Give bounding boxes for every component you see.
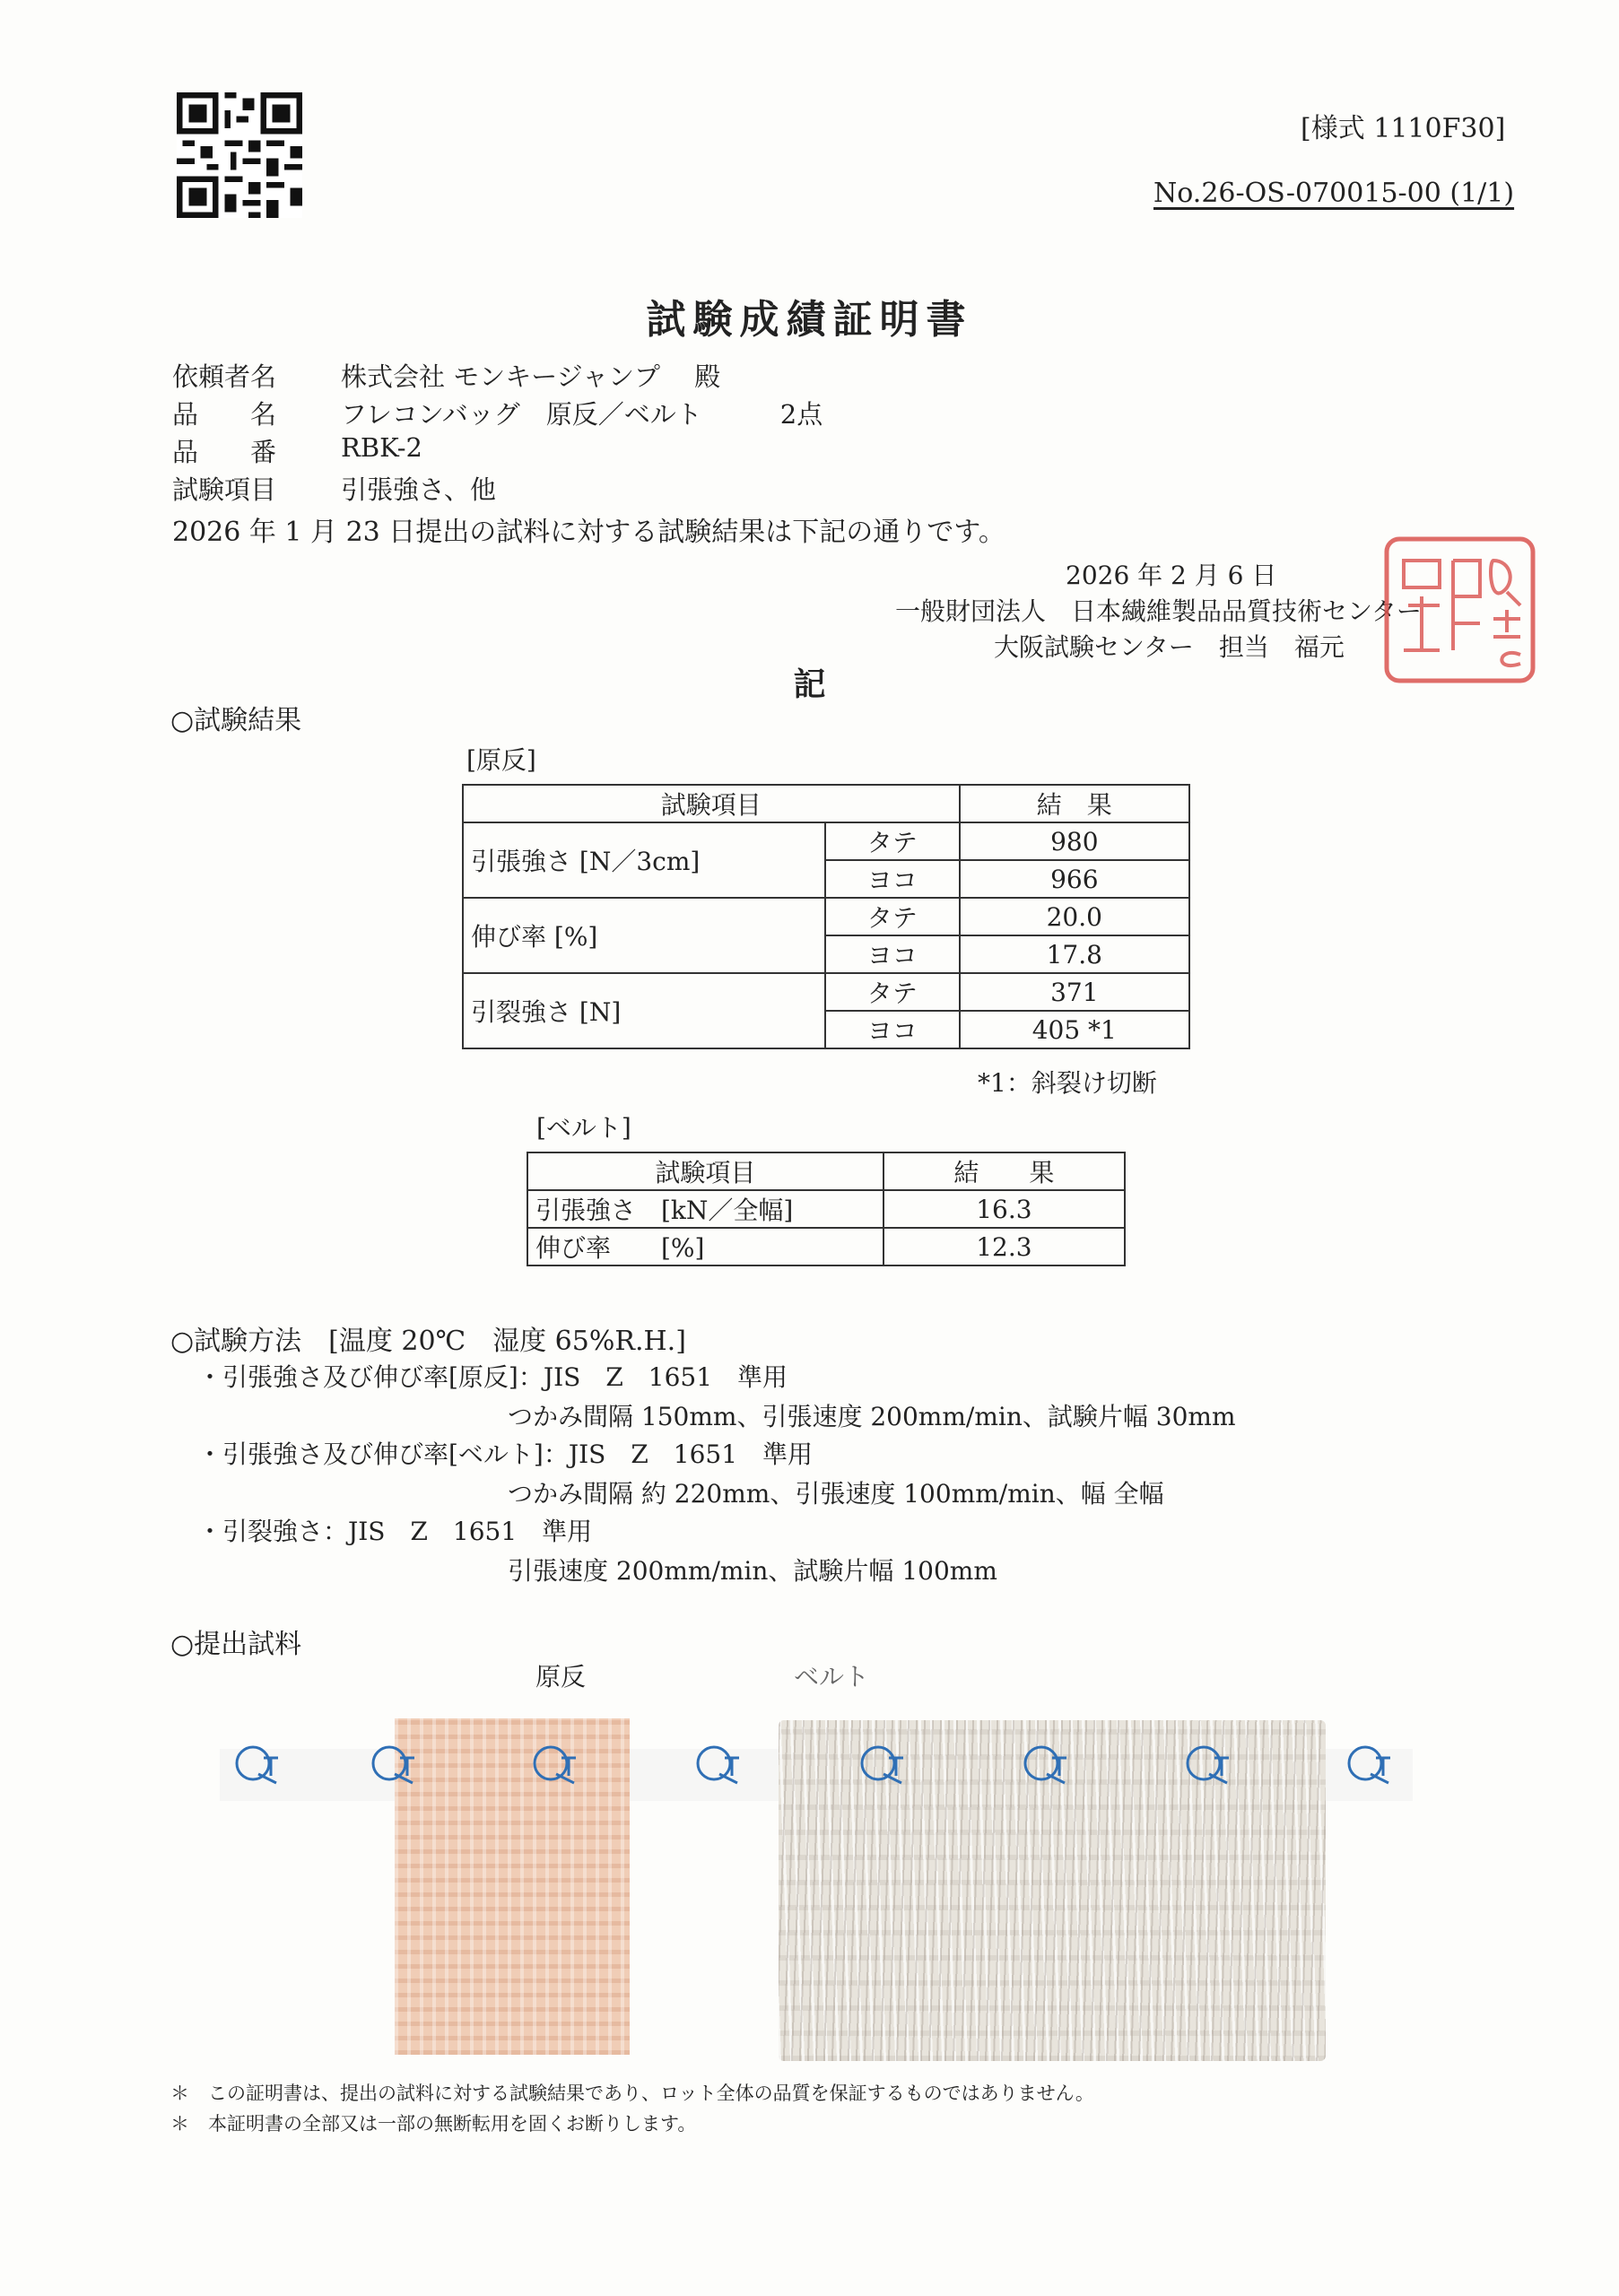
- document-number: No.26-OS-070015-00 (1/1): [1153, 178, 1515, 209]
- direction-cell: ヨコ: [825, 1011, 960, 1048]
- intro-text: 2026 年 1 月 23 日提出の試料に対する試験結果は下記の通りです。: [172, 517, 1005, 548]
- item-code-label: 品 番: [172, 437, 277, 467]
- qte-mark-icon: [231, 1738, 285, 1792]
- qte-mark-icon: [529, 1738, 583, 1792]
- method-line: ・引張強さ及び伸び率[原反]：JIS Z 1651 準用: [197, 1362, 788, 1392]
- row-name-elongation: 伸び率 [%]: [463, 898, 825, 973]
- qte-mark-icon: [1182, 1738, 1236, 1792]
- direction-cell: ヨコ: [825, 935, 960, 973]
- disclaimer-note: ＊ 本証明書の全部又は一部の無断転用を固くお断りします。: [170, 2113, 697, 2135]
- result-cell: 20.0: [960, 898, 1189, 935]
- result-cell: 966: [960, 860, 1189, 898]
- method-line: 引張速度 200mm/min、試験片幅 100mm: [508, 1556, 997, 1586]
- qte-mark-icon: [1020, 1738, 1074, 1792]
- item-name-label: 品 名: [172, 399, 277, 430]
- test-items-value: 引張強さ、他: [341, 474, 496, 505]
- issue-date: 2026 年 2 月 6 日: [1066, 561, 1277, 590]
- page-title: 試験成績証明書: [646, 297, 973, 343]
- direction-cell: タテ: [825, 973, 960, 1011]
- result-cell: 17.8: [960, 935, 1189, 973]
- issuing-branch: 大阪試験センター 担当 福元: [994, 632, 1345, 662]
- genpan-footnote: *1：斜裂け切断: [978, 1068, 1157, 1098]
- qte-mark-icon: [857, 1738, 910, 1792]
- genpan-fabric-sample: [395, 1718, 630, 2055]
- samples-heading: ○提出試料: [170, 1629, 302, 1660]
- method-line: つかみ間隔 150mm、引張速度 200mm/min、試験片幅 30mm: [508, 1402, 1236, 1431]
- header-result: 結 果: [883, 1152, 1125, 1190]
- qte-mark-icon: [368, 1738, 422, 1792]
- belt-results-table: [527, 1152, 1126, 1266]
- disclaimer-note: ＊ この証明書は、提出の試料に対する試験結果であり、ロット全体の品質を保証するものではありません。: [170, 2083, 1094, 2104]
- method-line: つかみ間隔 約 220mm、引張速度 100mm/min、幅 全幅: [508, 1479, 1164, 1509]
- genpan-sample-label: 原反: [535, 1662, 587, 1692]
- table-header-row: [463, 785, 1189, 822]
- table-row: [463, 898, 1189, 935]
- row-name-elongation: 伸び率 [%]: [527, 1228, 883, 1265]
- requester-label: 依頼者名: [172, 361, 277, 392]
- result-cell: 16.3: [883, 1190, 1125, 1228]
- method-heading: ○試験方法 [温度 20℃ 湿度 65%R.H.]: [170, 1326, 686, 1357]
- result-cell: 12.3: [883, 1228, 1125, 1265]
- method-line: ・引張強さ及び伸び率[ベルト]：JIS Z 1651 準用: [197, 1439, 814, 1469]
- issuing-organization: 一般財団法人 日本繊維製品品質技術センター: [895, 596, 1422, 626]
- row-name-tear: 引裂強さ [N]: [463, 973, 825, 1048]
- requester-value: 株式会社 モンキージャンプ 殿: [341, 361, 721, 392]
- result-cell: 980: [960, 822, 1189, 860]
- header-test-item: 試験項目: [463, 785, 960, 822]
- qte-mark-icon: [1344, 1738, 1397, 1792]
- row-name-tensile: 引張強さ [N／3cm]: [463, 822, 825, 898]
- method-line: ・引裂強さ：JIS Z 1651 準用: [197, 1517, 593, 1546]
- header-result: 結 果: [960, 785, 1189, 822]
- result-cell: 371: [960, 973, 1189, 1011]
- table-row: [527, 1228, 1125, 1265]
- genpan-results-table: [462, 784, 1190, 1049]
- qr-code-icon: [177, 92, 302, 218]
- direction-cell: ヨコ: [825, 860, 960, 898]
- row-name-tensile: 引張強さ [kN／全幅]: [527, 1190, 883, 1228]
- qte-mark-icon: [692, 1738, 746, 1792]
- form-code: [様式 1110F30]: [1301, 113, 1506, 144]
- genpan-table-label: [原反]: [466, 745, 536, 775]
- table-row: [527, 1190, 1125, 1228]
- item-code-value: RBK-2: [341, 432, 422, 463]
- table-row: [463, 822, 1189, 860]
- direction-cell: タテ: [825, 898, 960, 935]
- section-ki: 記: [793, 665, 826, 703]
- results-heading: ○試験結果: [170, 705, 302, 736]
- result-cell: 405 *1: [960, 1011, 1189, 1048]
- direction-cell: タテ: [825, 822, 960, 860]
- belt-table-label: [ベルト]: [536, 1113, 631, 1143]
- test-items-label: 試験項目: [172, 474, 277, 505]
- table-header-row: [527, 1152, 1125, 1190]
- item-name-value: フレコンバッグ 原反／ベルト 2点: [341, 399, 823, 430]
- table-row: [463, 973, 1189, 1011]
- header-test-item: 試験項目: [527, 1152, 883, 1190]
- belt-sample-label: ベルト: [794, 1662, 870, 1692]
